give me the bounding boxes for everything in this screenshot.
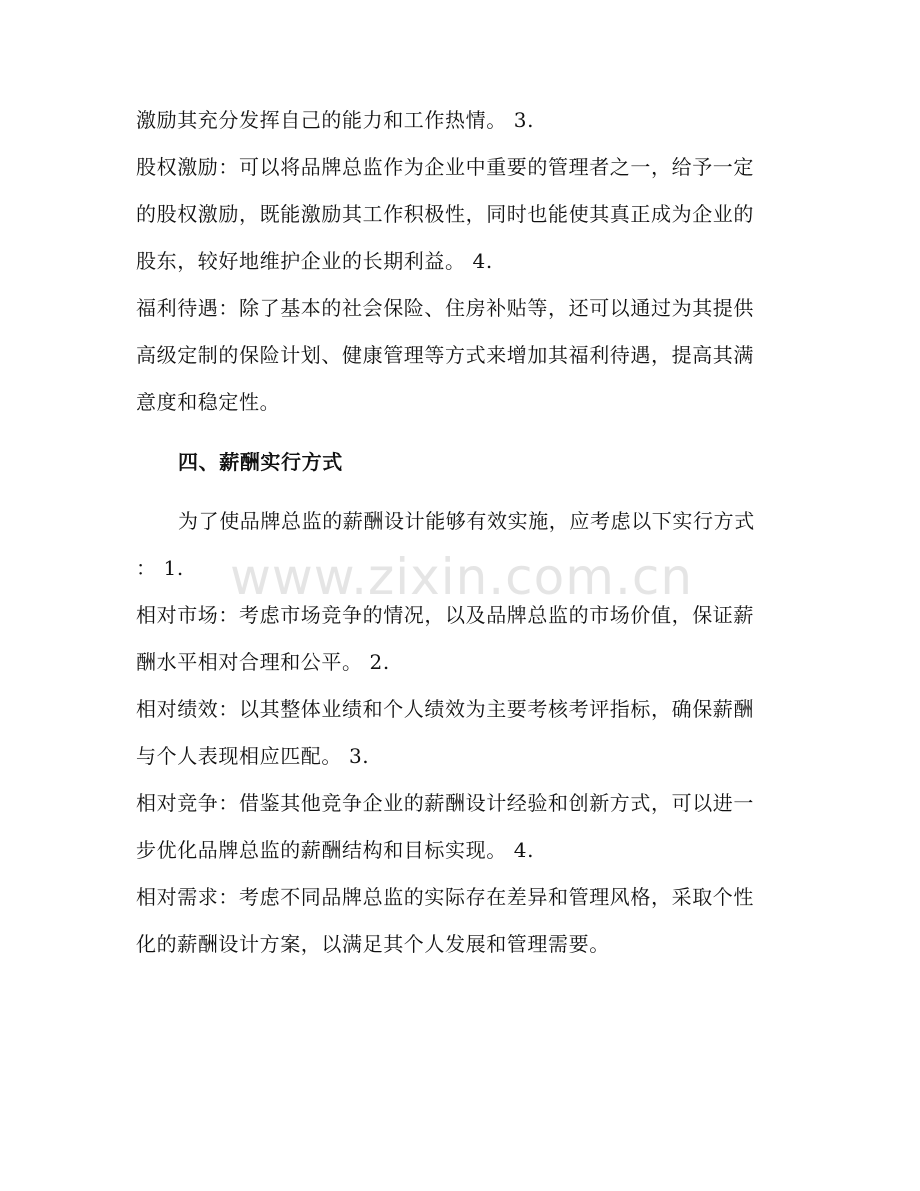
watermark: www.zixin.com.cn [230, 548, 694, 606]
paragraph-line: 化的薪酬设计方案，以满足其个人发展和管理需要。 [136, 932, 610, 956]
section-heading: 四、薪酬实行方式 [178, 450, 343, 474]
paragraph-line: 步优化品牌总监的薪酬结构和目标实现。 4. [136, 838, 535, 862]
paragraph-line: ： 1. [136, 556, 184, 580]
paragraph-line: 的股权激励，既能激励其工作积极性，同时也能使其真正成为企业的 [136, 202, 754, 226]
paragraph-line: 高级定制的保险计划、健康管理等方式来增加其福利待遇，提高其满 [136, 343, 754, 367]
paragraph-line: 为了使品牌总监的薪酬设计能够有效实施，应考虑以下实行方式 [178, 509, 755, 533]
paragraph-line: 相对市场：考虑市场竞争的情况，以及品牌总监的市场价值，保证薪 [136, 603, 754, 627]
paragraph-line: 酬水平相对合理和公平。 2. [136, 650, 390, 674]
paragraph-line: 与个人表现相应匹配。 3. [136, 744, 370, 768]
paragraph-line: 意度和稳定性。 [136, 390, 281, 414]
paragraph-line: 福利待遇：除了基本的社会保险、住房补贴等，还可以通过为其提供 [136, 296, 754, 320]
paragraph-line: 股权激励：可以将品牌总监作为企业中重要的管理者之一，给予一定 [136, 155, 754, 179]
paragraph-line: 相对竞争：借鉴其他竞争企业的薪酬设计经验和创新方式，可以进一 [136, 791, 754, 815]
paragraph-line: 相对绩效：以其整体业绩和个人绩效为主要考核考评指标，确保薪酬 [136, 697, 754, 721]
paragraph-line: 相对需求：考虑不同品牌总监的实际存在差异和管理风格，采取个性 [136, 885, 754, 909]
paragraph-line: 股东，较好地维护企业的长期利益。 4. [136, 249, 493, 273]
paragraph-line: 激励其充分发挥自己的能力和工作热情。 3. [136, 108, 535, 132]
